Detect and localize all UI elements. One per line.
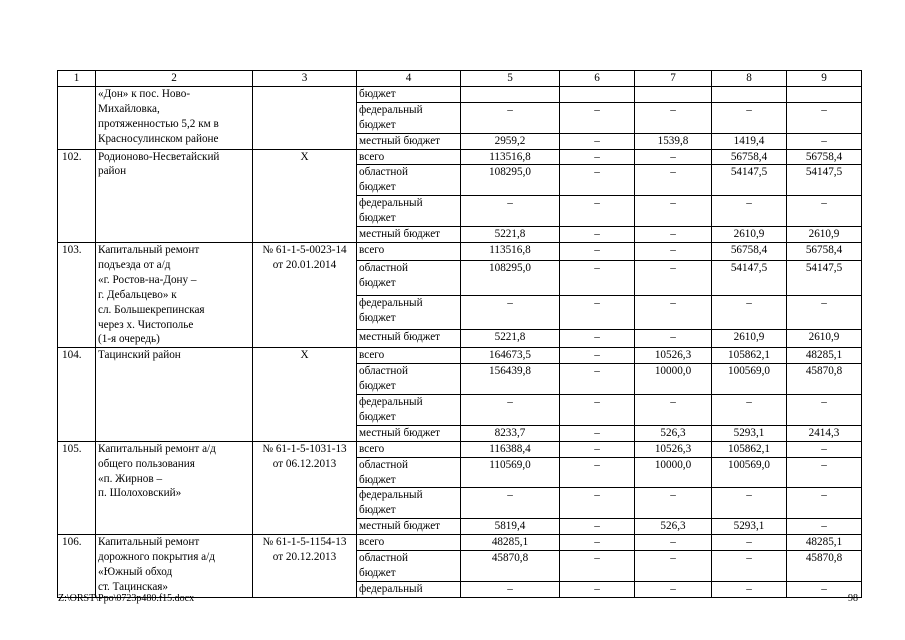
funding-source-line: местный бюджет: [359, 331, 441, 344]
expertise-doc: [253, 441, 357, 534]
funding-source-line: федеральный: [359, 489, 423, 502]
value-cell: –: [635, 165, 712, 196]
object-name-line: «г. Ростов-на-Дону –: [98, 273, 197, 286]
expertise-doc-line: № 61-1-5-0023-14: [262, 243, 347, 256]
header-cell: 9: [787, 71, 862, 87]
value-cell: 48285,1: [787, 348, 862, 364]
expertise-doc: [253, 348, 357, 441]
value-cell: –: [560, 519, 635, 535]
value-cell: –: [787, 295, 862, 330]
value-cell: 5221,8: [461, 330, 560, 348]
value-cell: 10526,3: [635, 348, 712, 364]
value-cell: 2610,9: [712, 330, 787, 348]
funding-source-line: бюджет: [359, 380, 396, 393]
value-cell: –: [712, 102, 787, 133]
value-cell: [787, 86, 862, 102]
object-name-line: через х. Чистополье: [98, 318, 194, 331]
value-cell: 54147,5: [787, 260, 862, 295]
expertise-doc-line: Х: [300, 150, 309, 163]
object-name: [96, 441, 253, 534]
value-cell: –: [712, 551, 787, 582]
value-cell: –: [560, 196, 635, 227]
value-cell: 5293,1: [712, 519, 787, 535]
funding-source-line: местный бюджет: [359, 134, 441, 147]
object-name: [96, 535, 253, 598]
funding-source: [357, 348, 461, 364]
funding-source: [357, 425, 461, 441]
funding-source: [357, 457, 461, 488]
value-cell: –: [712, 295, 787, 330]
funding-source: [357, 551, 461, 582]
funding-source-line: федеральный: [359, 296, 423, 309]
expertise-doc: [253, 535, 357, 598]
funding-source: [357, 102, 461, 133]
row-number: [58, 86, 96, 149]
value-cell: 5293,1: [712, 425, 787, 441]
object-name-line: Тацинский район: [98, 349, 181, 362]
funding-source: [357, 260, 461, 295]
value-cell: 56758,4: [787, 242, 862, 260]
funding-source-line: местный бюджет: [359, 520, 441, 533]
value-cell: –: [635, 242, 712, 260]
value-cell: –: [560, 330, 635, 348]
value-cell: –: [461, 295, 560, 330]
value-cell: –: [560, 364, 635, 395]
document-path: Z:\ORST\Ppo\0723p480.f15.docx: [58, 593, 195, 604]
header-cell: 2: [96, 71, 253, 87]
object-name-line: Капитальный ремонт а/д: [98, 442, 216, 455]
value-cell: –: [635, 227, 712, 243]
value-cell: –: [635, 395, 712, 426]
header-cell: 8: [712, 71, 787, 87]
table-row: [58, 86, 862, 102]
value-cell: 2610,9: [787, 227, 862, 243]
value-cell: –: [635, 260, 712, 295]
expertise-doc: [253, 149, 357, 242]
funding-source: [357, 196, 461, 227]
funding-source-line: областной: [359, 552, 408, 565]
value-cell: 164673,5: [461, 348, 560, 364]
funding-source-line: областной: [359, 166, 408, 179]
value-cell: –: [560, 102, 635, 133]
funding-source-line: бюджет: [359, 504, 396, 517]
value-cell: –: [461, 488, 560, 519]
value-cell: 2610,9: [787, 330, 862, 348]
value-cell: –: [560, 348, 635, 364]
object-name-line: район: [98, 165, 127, 178]
value-cell: –: [560, 133, 635, 149]
row-number: 104.: [58, 348, 96, 441]
table-row: [58, 535, 862, 551]
object-name-line: «Южный обход: [98, 566, 173, 578]
value-cell: –: [635, 488, 712, 519]
value-cell: –: [560, 227, 635, 243]
value-cell: –: [461, 102, 560, 133]
value-cell: 1539,8: [635, 133, 712, 149]
value-cell: –: [560, 260, 635, 295]
value-cell: 48285,1: [787, 535, 862, 551]
value-cell: [560, 86, 635, 102]
object-name-line: протяженностью 5,2 км в: [98, 117, 219, 130]
value-cell: –: [635, 551, 712, 582]
expertise-doc-line: от 20.12.2013: [272, 551, 337, 564]
value-cell: 54147,5: [712, 165, 787, 196]
value-cell: –: [635, 535, 712, 551]
value-cell: 105862,1: [712, 348, 787, 364]
value-cell: 526,3: [635, 519, 712, 535]
value-cell: 10526,3: [635, 441, 712, 457]
value-cell: 45870,8: [461, 551, 560, 582]
row-number: 102.: [58, 149, 96, 242]
value-cell: 48285,1: [461, 535, 560, 551]
header-row: [58, 71, 862, 87]
funding-source: [357, 581, 461, 597]
value-cell: 1419,4: [712, 133, 787, 149]
value-cell: 116388,4: [461, 441, 560, 457]
expertise-doc: [253, 86, 357, 149]
value-cell: –: [560, 441, 635, 457]
value-cell: –: [560, 395, 635, 426]
value-cell: 56758,4: [712, 242, 787, 260]
value-cell: –: [560, 535, 635, 551]
table-row: [58, 441, 862, 457]
funding-source-line: бюджет: [359, 567, 396, 579]
funding-source-line: местный бюджет: [359, 228, 441, 241]
funding-source-line: федеральный: [359, 197, 423, 210]
object-name-line: «Дон» к пос. Ново-: [98, 87, 191, 100]
value-cell: 54147,5: [712, 260, 787, 295]
value-cell: –: [635, 149, 712, 165]
value-cell: 156439,8: [461, 364, 560, 395]
funding-source-line: бюджет: [359, 276, 396, 289]
funding-source: [357, 395, 461, 426]
funding-source: [357, 149, 461, 165]
value-cell: 526,3: [635, 425, 712, 441]
funding-source: [357, 295, 461, 330]
funding-source-line: бюджет: [359, 311, 396, 324]
value-cell: –: [787, 395, 862, 426]
value-cell: –: [461, 581, 560, 597]
funding-source-line: всего: [359, 150, 385, 163]
expertise-doc: [253, 242, 357, 347]
value-cell: –: [787, 441, 862, 457]
funding-source: [357, 488, 461, 519]
value-cell: –: [712, 196, 787, 227]
funding-source: [357, 330, 461, 348]
header-cell: 5: [461, 71, 560, 87]
object-name-line: Красносулинском районе: [98, 132, 219, 145]
value-cell: 2959,2: [461, 133, 560, 149]
funding-source-line: всего: [359, 349, 385, 362]
funding-source: [357, 535, 461, 551]
value-cell: –: [712, 488, 787, 519]
value-cell: –: [560, 457, 635, 488]
funding-source: [357, 86, 461, 102]
table-row: [58, 348, 862, 364]
value-cell: –: [461, 196, 560, 227]
object-name: [96, 242, 253, 347]
value-cell: –: [560, 165, 635, 196]
row-number: 103.: [58, 242, 96, 347]
funding-source: [357, 227, 461, 243]
object-name-line: «п. Жирнов –: [98, 472, 163, 485]
funding-source-line: областной: [359, 365, 408, 378]
value-cell: –: [787, 581, 862, 597]
value-cell: –: [787, 519, 862, 535]
row-number: 105.: [58, 441, 96, 534]
header-cell: 6: [560, 71, 635, 87]
value-cell: 10000,0: [635, 364, 712, 395]
funding-source-line: федеральный: [359, 396, 423, 409]
object-name-line: г. Дебальцево» к: [98, 288, 177, 301]
funding-source-line: бюджет: [359, 181, 396, 194]
funding-source-line: областной: [359, 458, 408, 471]
object-name-line: ст. Тацинская»: [98, 580, 169, 593]
object-name-line: Родионово-Несветайский: [98, 150, 220, 163]
value-cell: 113516,8: [461, 242, 560, 260]
value-cell: 100569,0: [712, 364, 787, 395]
funding-source: [357, 165, 461, 196]
header-cell: 4: [357, 71, 461, 87]
object-name: [96, 86, 253, 149]
object-name-line: Капитальный ремонт: [98, 243, 200, 256]
value-cell: 10000,0: [635, 457, 712, 488]
object-name-line: Капитальный ремонт: [98, 536, 200, 549]
funding-source-line: бюджет: [359, 212, 396, 225]
value-cell: [635, 86, 712, 102]
object-name-line: общего пользования: [98, 457, 195, 470]
value-cell: –: [560, 551, 635, 582]
value-cell: 54147,5: [787, 165, 862, 196]
value-cell: 2610,9: [712, 227, 787, 243]
row-number: 106.: [58, 535, 96, 598]
value-cell: 105862,1: [712, 441, 787, 457]
value-cell: 8233,7: [461, 425, 560, 441]
value-cell: 45870,8: [787, 551, 862, 582]
value-cell: 108295,0: [461, 260, 560, 295]
value-cell: 56758,4: [712, 149, 787, 165]
header-cell: 7: [635, 71, 712, 87]
value-cell: –: [635, 581, 712, 597]
funding-source-line: всего: [359, 536, 385, 549]
expertise-doc-line: № 61-1-5-1031-13: [262, 442, 347, 455]
table-row: [58, 149, 862, 165]
value-cell: 5221,8: [461, 227, 560, 243]
value-cell: 110569,0: [461, 457, 560, 488]
funding-source-line: бюджет: [359, 410, 396, 423]
object-name-line: дорожного покрытия а/д: [98, 551, 215, 564]
table-row: [58, 242, 862, 260]
funding-source-line: бюджет: [359, 87, 396, 100]
expertise-doc-line: Х: [300, 349, 309, 362]
object-name-line: п. Шолоховский»: [98, 487, 182, 500]
funding-source: [357, 441, 461, 457]
funding-source-line: всего: [359, 243, 385, 256]
value-cell: –: [787, 133, 862, 149]
funding-source-line: местный бюджет: [359, 426, 441, 439]
object-name-line: подъезда от а/д: [98, 258, 171, 271]
funding-source-line: федеральный: [359, 582, 423, 595]
value-cell: [461, 86, 560, 102]
value-cell: –: [787, 457, 862, 488]
object-name: [96, 149, 253, 242]
value-cell: –: [461, 395, 560, 426]
value-cell: 5819,4: [461, 519, 560, 535]
header-cell: 3: [253, 71, 357, 87]
funding-source: [357, 242, 461, 260]
expertise-doc-line: от 06.12.2013: [272, 457, 337, 470]
funding-source-line: всего: [359, 442, 385, 455]
funding-source-line: бюджет: [359, 118, 396, 131]
value-cell: –: [560, 242, 635, 260]
value-cell: –: [635, 295, 712, 330]
budget-table: [57, 70, 862, 598]
object-name-line: Михайловка,: [98, 102, 160, 115]
value-cell: –: [560, 488, 635, 519]
value-cell: –: [712, 581, 787, 597]
value-cell: [712, 86, 787, 102]
value-cell: –: [635, 330, 712, 348]
value-cell: 2414,3: [787, 425, 862, 441]
value-cell: –: [560, 149, 635, 165]
object-name-line: сл. Большекрепинская: [98, 303, 205, 316]
value-cell: 100569,0: [712, 457, 787, 488]
value-cell: –: [635, 102, 712, 133]
value-cell: –: [635, 196, 712, 227]
object-name-line: (1-я очередь): [98, 333, 160, 346]
value-cell: –: [560, 425, 635, 441]
value-cell: 56758,4: [787, 149, 862, 165]
page-number: 98: [848, 593, 858, 604]
header-cell: 1: [58, 71, 96, 87]
funding-source-line: бюджет: [359, 473, 396, 486]
value-cell: 108295,0: [461, 165, 560, 196]
expertise-doc-line: от 20.01.2014: [272, 258, 337, 271]
expertise-doc-line: № 61-1-5-1154-13: [262, 536, 347, 549]
funding-source: [357, 133, 461, 149]
funding-source-line: областной: [359, 261, 408, 274]
value-cell: –: [560, 581, 635, 597]
value-cell: –: [712, 395, 787, 426]
value-cell: –: [787, 102, 862, 133]
value-cell: –: [560, 295, 635, 330]
object-name: [96, 348, 253, 441]
value-cell: 113516,8: [461, 149, 560, 165]
value-cell: –: [787, 196, 862, 227]
funding-source: [357, 519, 461, 535]
value-cell: –: [712, 535, 787, 551]
value-cell: –: [787, 488, 862, 519]
value-cell: 45870,8: [787, 364, 862, 395]
funding-source: [357, 364, 461, 395]
funding-source-line: федеральный: [359, 103, 423, 116]
